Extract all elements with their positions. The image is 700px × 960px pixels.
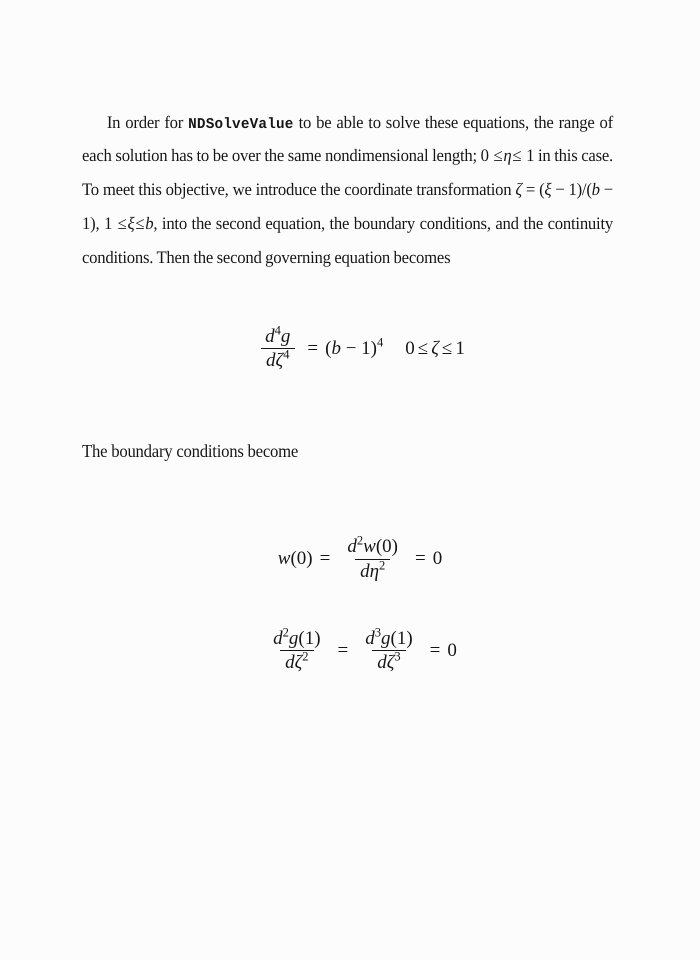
equation-3-term-2-den-order: 3 (394, 649, 401, 664)
equation-1-range-upper: 1 (455, 337, 465, 359)
boundary-conditions-line: The boundary conditions become (82, 441, 299, 462)
equation-3-row (263, 625, 457, 674)
equation-1-lhs-num-order: 4 (274, 323, 281, 338)
equation-3-equals-1: = (337, 639, 349, 661)
spacer-after-equation-1 (82, 372, 638, 418)
relation-leq-1: ≤ (493, 145, 503, 166)
equation-3-term-1-den-order: 2 (302, 649, 309, 664)
equation-2-lhs (278, 548, 313, 570)
spacer-before-equation-2 (82, 486, 638, 536)
equation-2-num-argument: (0) (375, 536, 398, 558)
equation-2-num-order: 2 (356, 533, 364, 548)
equation-1-range-leq-1: ≤ (417, 337, 429, 359)
paragraph-text-part-3: 1 in this case. To meet this objective, we introduce the coordinate transformation (82, 145, 613, 200)
paragraph-text-part-5: − 1)/( (551, 179, 592, 200)
equation-1-rhs-open-paren: ( (325, 337, 332, 359)
equation-2-lhs-function: w (277, 548, 291, 570)
equation-2-lhs-argument: (0) (290, 548, 313, 570)
equation-2-num-d: d (347, 536, 357, 558)
equation-3-term-1-numerator (268, 625, 325, 650)
equation-2-den-d: d (360, 560, 370, 582)
equation-3-term-2-num-function: g (381, 627, 391, 649)
equation-1-row (255, 323, 465, 372)
equation-3-term-2-numerator (360, 625, 417, 650)
spacer-before-equation-3 (82, 582, 638, 628)
equation-1-range (405, 338, 465, 360)
equation-2-rhs: 0 (432, 548, 443, 570)
equation-3-term-1-num-order: 2 (282, 625, 289, 640)
relation-leq-3: ≤ (117, 212, 127, 233)
equation-1-rhs-variable-b: b (331, 337, 341, 359)
equation-3-term-1-num-function: g (288, 627, 299, 649)
equation-3-fraction-2 (360, 625, 417, 674)
equation-3-term-2-num-argument: (1) (390, 627, 413, 649)
equation-1-lhs-num-function: g (280, 326, 291, 347)
equation-3-term-1-den-variable: ζ (294, 652, 303, 674)
inline-code-ndsolvevalue: NDSolveValue (188, 115, 294, 133)
equation-3-term-1-den-d: d (285, 652, 295, 674)
equation-3-term-2-num-order: 3 (374, 625, 382, 640)
variable-zeta-inline: ζ (515, 179, 522, 200)
equation-3-term-1-num-argument: (1) (298, 627, 321, 649)
equation-1-lhs-denominator (261, 348, 294, 371)
equation-1-range-variable: ζ (431, 337, 439, 359)
equation-2-denominator (355, 559, 390, 582)
equation-1-lhs-numerator (260, 323, 295, 348)
equation-2-equals-1: = (319, 548, 331, 570)
paragraph-text-part-1: In order for (106, 111, 189, 132)
equation-3-term-2-num-d: d (365, 627, 375, 649)
equation-1-range-lower: 0 (405, 337, 415, 359)
relation-leq-2: ≤ (512, 145, 522, 166)
equation-2-den-order: 2 (379, 558, 386, 573)
body-paragraph (82, 106, 613, 275)
equation-2-row (277, 533, 443, 582)
equation-3-term-2-denominator (372, 650, 405, 673)
equation-3-term-2-den-d: d (377, 652, 387, 674)
equation-1-range-leq-2: ≤ (441, 337, 453, 359)
equation-1-lhs-den-d: d (266, 350, 276, 372)
paragraph-text-part-4: = ( (521, 179, 545, 200)
paragraph-text-part-6: − 1), 1 (82, 179, 613, 233)
equation-1-equals: = (307, 337, 319, 359)
display-equation-2 (82, 533, 638, 582)
spacer-before-equation-1 (82, 292, 638, 326)
equation-3-fraction-1 (268, 625, 325, 674)
equation-2-num-function: w (363, 536, 376, 558)
equation-1-rhs (325, 335, 384, 360)
display-equation-3 (82, 625, 638, 674)
equation-2-den-variable: η (369, 560, 379, 582)
equation-3-term-1-num-d: d (273, 627, 283, 649)
variable-xi-2: ξ (127, 212, 135, 233)
display-equation-1 (82, 323, 638, 372)
variable-xi-1: ξ (544, 179, 552, 200)
equation-1-lhs-den-order: 4 (283, 347, 290, 362)
page-content (82, 88, 638, 673)
relation-leq-4: ≤ (135, 212, 145, 233)
equation-3-equals-2: = (429, 639, 441, 661)
equation-2-fraction (342, 533, 403, 582)
paragraph-text-part-7: , into the second equation, the boundary conditions, and the continuity conditions. Then the second governing equation becomes (82, 212, 613, 267)
equation-3-rhs: 0 (447, 639, 457, 661)
variable-b-1: b (591, 179, 600, 200)
equation-3-term-1-denominator (280, 650, 313, 673)
equation-1-lhs-num-d: d (265, 326, 275, 347)
variable-eta-1: η (503, 145, 512, 166)
equation-3-term-2-den-variable: ζ (386, 652, 395, 674)
equation-1-lhs-den-variable: ζ (275, 350, 284, 372)
equation-1-rhs-exponent: 4 (377, 335, 384, 350)
equation-1-rhs-minus-one: − 1) (340, 337, 377, 359)
equation-2-equals-2: = (414, 548, 426, 570)
equation-1-lhs-fraction (260, 323, 295, 372)
equation-2-numerator (342, 533, 403, 558)
variable-b-2: b (145, 212, 154, 233)
paragraph-text-part-2: to be able to solve these equations, the range of each solution has to be over the same nondimensional length; 0 (82, 111, 613, 166)
